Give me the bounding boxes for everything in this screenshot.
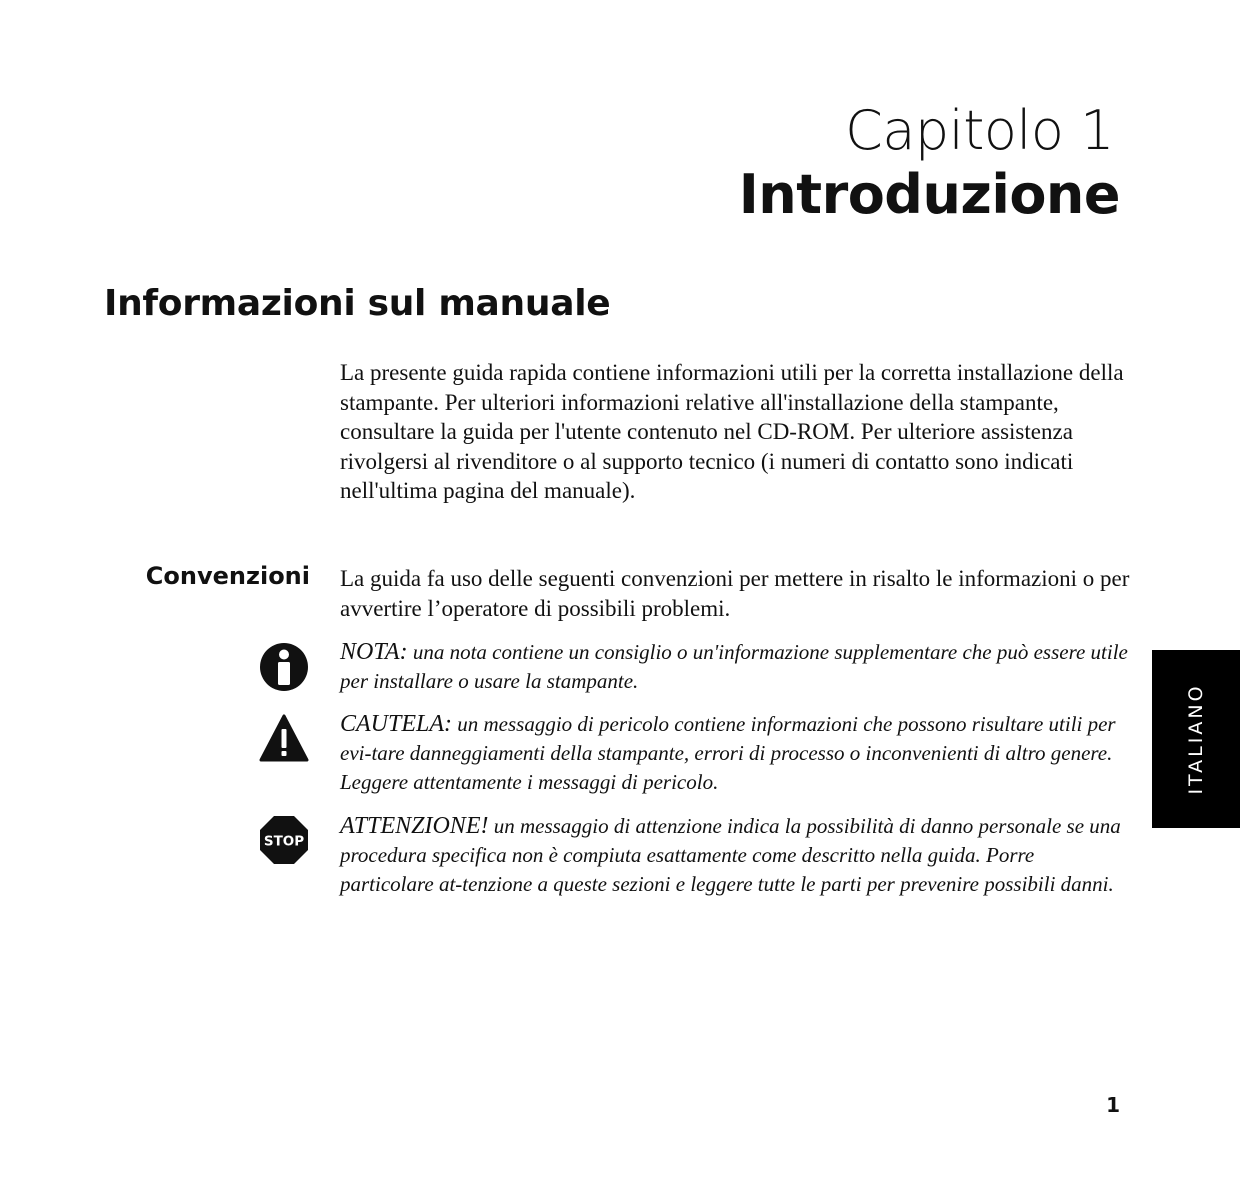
language-tab xyxy=(1152,650,1240,828)
stop-icon xyxy=(258,814,310,866)
language-tab-label: ITALIANO xyxy=(1185,683,1207,795)
conventions-paragraph: La guida fa uso delle seguenti convenzioni per mettere in risalto le informazioni o per avvertire l’operatore di possibili problemi. xyxy=(340,566,1130,621)
caution-notice xyxy=(340,710,1130,797)
info-icon xyxy=(258,641,310,693)
note-text: una nota contiene un consiglio o un'informazione supplementare che può essere utile per installare o usare la stampante. xyxy=(340,640,1128,693)
attention-notice xyxy=(340,812,1130,899)
conventions-heading: Convenzioni xyxy=(145,562,310,590)
warning-icon xyxy=(258,712,310,764)
caution-text: un messaggio di pericolo contiene informazioni che possono risultare utili per evi-tare danneggiamenti della stampante, errori di processo o inconvenienti di altro genere. Leggere attentamente i messaggi di pericolo. xyxy=(340,712,1116,794)
section-title: Informazioni sul manuale xyxy=(104,283,611,324)
attention-text: un messaggio di attenzione indica la possibilità di danno personale se una procedura specifica non è compiuta esattamente come descritto nella guida. Porre particolare at-tenzione a queste sezioni e leggere tutte le parti per prevenire possibili danni. xyxy=(340,814,1121,896)
page-number: 1 xyxy=(1106,1093,1120,1117)
chapter-title: Introduzione xyxy=(738,163,1120,226)
stop-icon-label: STOP xyxy=(263,833,305,850)
note-notice xyxy=(340,638,1130,696)
note-lead: NOTA: xyxy=(340,639,408,665)
chapter-number: Capitolo 1 xyxy=(845,99,1114,162)
caution-lead: CAUTELA: xyxy=(340,711,453,737)
intro-paragraph: La presente guida rapida contiene informazioni utili per la corretta installazione della stampante. Per ulteriori informazioni relative all'installazione della stampante, consultare la guida per l'utente contenuto nel CD-ROM. Per ulteriore assistenza rivolgersi al rivenditore o al supporto tecnico (i numeri di contatto sono indicati nell'ultima pagina del manuale). xyxy=(340,360,1124,503)
attention-lead: ATTENZIONE! xyxy=(340,813,489,839)
